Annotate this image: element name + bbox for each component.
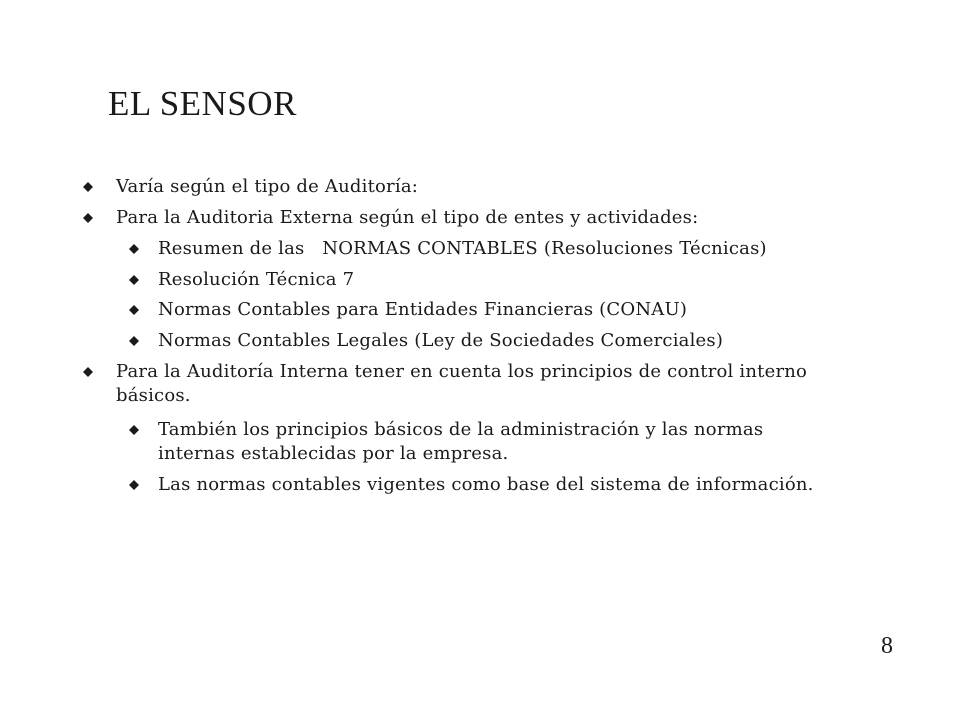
bullet-item: Varía según el tipo de Auditoría: (116, 176, 419, 197)
sub-bullet-item: Normas Contables para Entidades Financieras (CONAU) (158, 299, 688, 320)
diamond-bullet-icon (129, 244, 139, 254)
diamond-bullet-icon (129, 305, 139, 315)
diamond-bullet-icon (129, 480, 139, 490)
sub-bullet-item: También los principios básicos de la administración y las normas (158, 419, 764, 440)
bullet-item: Para la Auditoría Interna tener en cuenta los principios de control interno (116, 361, 808, 382)
slide-title: EL SENSOR (108, 84, 297, 123)
diamond-bullet-icon (83, 182, 93, 192)
sub-bullet-item: Resumen de las NORMAS CONTABLES (Resoluciones Técnicas) (158, 238, 767, 259)
sub-bullet-item: Normas Contables Legales (Ley de Sociedades Comerciales) (158, 330, 724, 351)
diamond-bullet-icon (129, 275, 139, 285)
bullet-item-continuation: básicos. (116, 385, 191, 406)
sub-bullet-item: Las normas contables vigentes como base del sistema de información. (158, 474, 814, 495)
diamond-bullet-icon (129, 425, 139, 435)
page-number: 8 (881, 633, 893, 659)
diamond-bullet-icon (83, 213, 93, 223)
sub-bullet-item-continuation: internas establecidas por la empresa. (158, 443, 509, 464)
diamond-bullet-icon (83, 367, 93, 377)
bullet-item: Para la Auditoria Externa según el tipo de entes y actividades: (116, 207, 699, 228)
sub-bullet-item: Resolución Técnica 7 (158, 269, 355, 290)
diamond-bullet-icon (129, 336, 139, 346)
